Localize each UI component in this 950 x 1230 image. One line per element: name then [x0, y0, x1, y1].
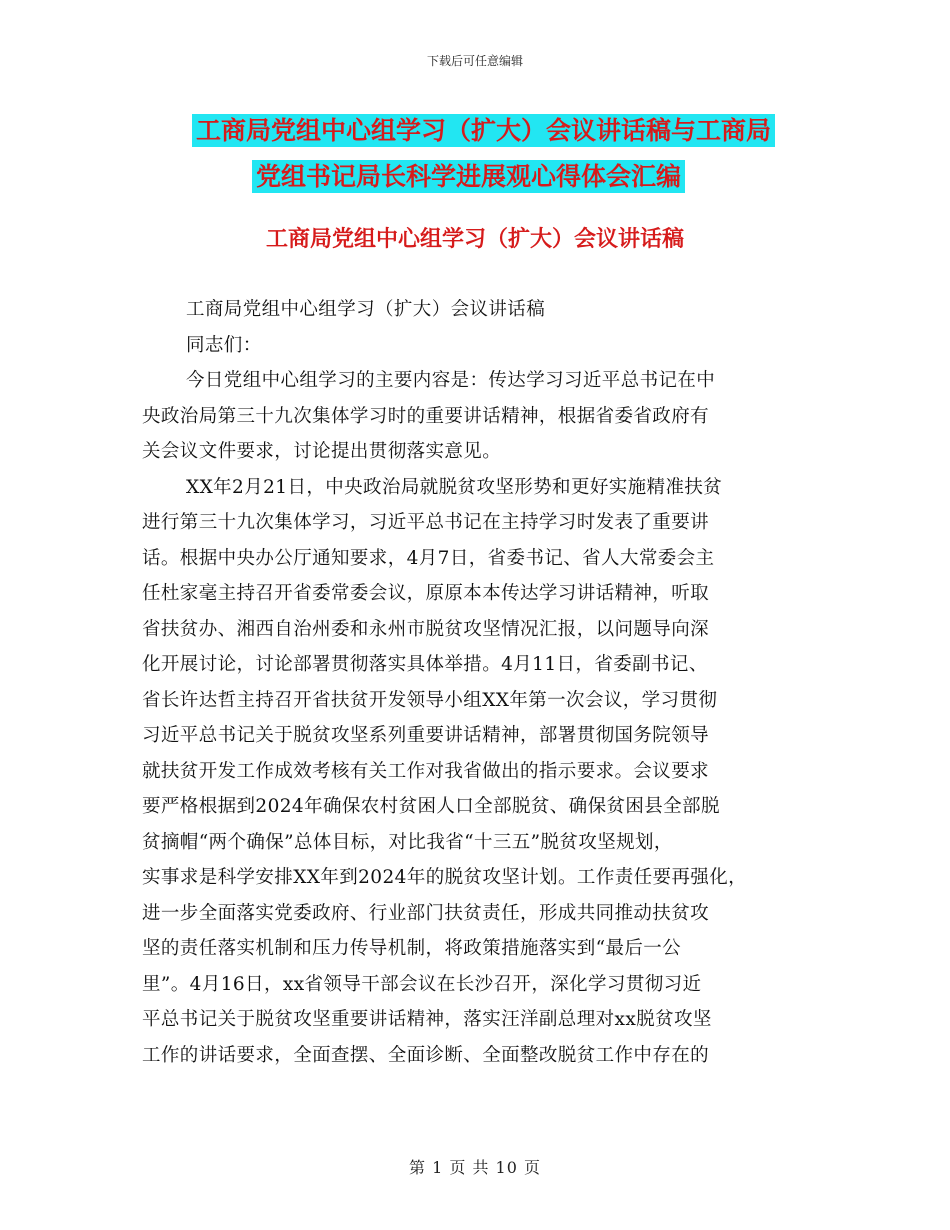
- text-line: 化开展讨论，讨论部署贯彻落实具体举措。4月11日，省委副书记、: [142, 654, 708, 675]
- text-line: 就扶贫开发工作成效考核有关工作对我省做出的指示要求。会议要求: [142, 760, 710, 782]
- document-title-line-1: 工商局党组中心组学习（扩大）会议讲话稿与工商局: [170, 108, 810, 154]
- text-line: 贫摘帽“两个确保”总体目标，对比我省“十三五”脱贫攻坚规划，: [142, 831, 673, 853]
- text-line: 要严格根据到2024年确保农村贫困人口全部脱贫、确保贫困县全部脱: [142, 796, 720, 817]
- paragraph-salutation: 同志们：: [186, 334, 262, 356]
- text-line: 省扶贫办、湘西自治州委和永州市脱贫攻坚情况汇报，以问题导向深: [142, 618, 710, 640]
- text-line: 今日党组中心组学习的主要内容是：传达学习习近平总书记在中: [186, 370, 716, 391]
- text-line: 关会议文件要求，讨论提出贯彻落实意见。: [142, 441, 502, 462]
- header-note: 下载后可任意编辑: [426, 54, 523, 68]
- text-line: 工作的讲话要求，全面查摆、全面诊断、全面整改脱贫工作中存在的: [142, 1044, 710, 1066]
- text-line: 央政治局第三十九次集体学习时的重要讲话精神，根据省委省政府有: [142, 405, 710, 427]
- text-line: 省长许达哲主持召开省扶贫开发领导小组XX年第一次会议，学习贯彻: [142, 689, 718, 711]
- document-title-line-2: 党组书记局长科学进展观心得体会汇编: [170, 154, 810, 200]
- text-line: 话。根据中央办公厅通知要求，4月7日，省委书记、省人大常委会主: [142, 547, 715, 569]
- paragraph-main: [142, 470, 822, 1074]
- document-title: [170, 108, 810, 200]
- document-body: [142, 292, 822, 1073]
- text-line: 里”。4月16日，xx省领导干部会议在长沙召开，深化学习贯彻习近: [142, 973, 702, 995]
- text-line: 实事求是科学安排XX年到2024年的脱贫攻坚计划。工作责任要再强化，: [142, 867, 748, 888]
- text-line: 进一步全面落实党委政府、行业部门扶贫责任，形成共同推动扶贫攻: [142, 902, 710, 924]
- section-title: 工商局党组中心组学习（扩大）会议讲话稿: [265, 227, 684, 252]
- text-line: 平总书记关于脱贫攻坚重要讲话精神，落实汪洋副总理对xx脱贫攻坚: [142, 1009, 712, 1030]
- text-line: 坚的责任落实机制和压力传导机制，将政策措施落实到“最后一公: [142, 938, 682, 959]
- text-line: XX年2月21日，中央政治局就脱贫攻坚形势和更好实施精准扶贫: [186, 476, 723, 498]
- page-footer: 第 1 页 共 10 页: [409, 1158, 541, 1177]
- text-line: 进行第三十九次集体学习，习近平总书记在主持学习时发表了重要讲: [142, 512, 710, 533]
- text-line: 任杜家毫主持召开省委常委会议，原原本本传达学习讲话精神，听取: [142, 583, 710, 604]
- paragraph-speech-title: 工商局党组中心组学习（扩大）会议讲话稿: [186, 299, 546, 320]
- paragraph-intro: [142, 363, 822, 470]
- text-line: 习近平总书记关于脱贫攻坚系列重要讲话精神，部署贯彻国务院领导: [142, 725, 710, 746]
